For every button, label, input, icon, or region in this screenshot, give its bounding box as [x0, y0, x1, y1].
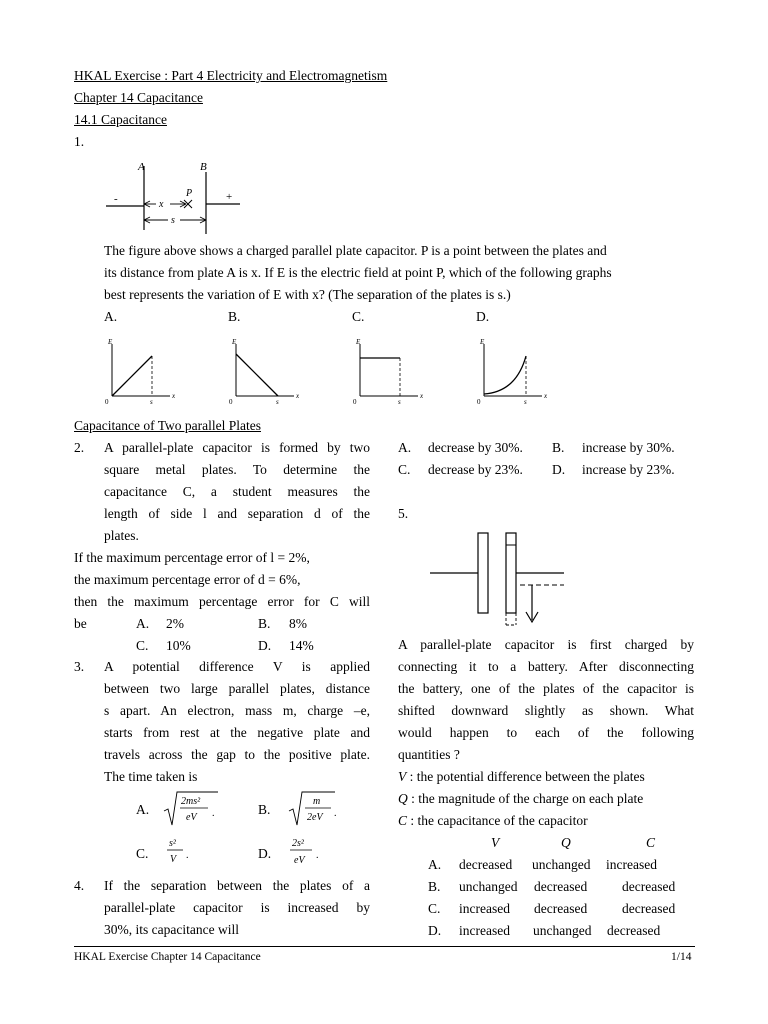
- q5-row-a-q: unchanged: [532, 857, 591, 872]
- q2-number: 2.: [74, 440, 85, 455]
- q5-row-c-label: C.: [428, 901, 441, 916]
- q2-option-b-text: 8%: [289, 616, 307, 631]
- q2-option-d-label: D.: [258, 638, 272, 653]
- q4-option-a-label: A.: [398, 440, 412, 455]
- svg-text:.: .: [212, 808, 215, 819]
- q5-header-q: Q: [561, 835, 571, 850]
- label-x: x: [159, 199, 164, 210]
- svg-text:0: 0: [105, 398, 109, 406]
- q4-line-2: parallel-plate capacitor is increased by: [104, 900, 370, 915]
- q1-capacitor-figure: [100, 158, 250, 238]
- q1-graph-a: [100, 336, 180, 408]
- section-heading: 14.1 Capacitance: [74, 112, 167, 127]
- q5-row-b-q: decreased: [534, 879, 588, 894]
- q5-row-d-c: decreased: [607, 923, 661, 938]
- q5-row-b-c: decreased: [622, 879, 676, 894]
- q2-line-4: length of side l and separation d of the: [104, 506, 370, 521]
- q4-option-c-text: decrease by 23%.: [428, 462, 523, 477]
- q4-option-c-label: C.: [398, 462, 411, 477]
- svg-text:x: x: [420, 392, 424, 400]
- footer-rule: [74, 946, 695, 947]
- q5-row-c-q: decreased: [534, 901, 588, 916]
- q2-line-5: plates.: [104, 528, 139, 543]
- q2-line-2: square metal plates. To determine the: [104, 462, 370, 477]
- svg-text:.: .: [334, 808, 337, 819]
- q1-graph-d: [472, 336, 552, 408]
- svg-text:x: x: [544, 392, 548, 400]
- q5-capacitor-figure: [428, 528, 572, 630]
- label-minus: -: [114, 193, 118, 205]
- q1-text-line-2: its distance from plate A is x. If E is the electric field at point P, which of the following graphs: [104, 265, 612, 280]
- q3-option-c-formula: [164, 834, 200, 870]
- q2-option-c-label: C.: [136, 638, 149, 653]
- document-title: HKAL Exercise : Part 4 Electricity and Electromagnetism: [74, 68, 388, 83]
- svg-text:2s²: 2s²: [292, 838, 304, 849]
- q1-number: 1.: [74, 134, 85, 149]
- q2-line-1: A parallel-plate capacitor is formed by two: [104, 440, 370, 455]
- q2-line-3: capacitance C, a student measures the: [104, 484, 370, 499]
- q1-graph-b: [224, 336, 304, 408]
- svg-text:s: s: [398, 398, 401, 406]
- q5-row-b-label: B.: [428, 879, 441, 894]
- q2-cont-3: then the maximum percentage error for C will: [74, 594, 370, 609]
- q4-option-a-text: decrease by 30%.: [428, 440, 523, 455]
- q5-row-c-v: increased: [459, 901, 510, 916]
- q5-line-1: A parallel-plate capacitor is first charged by: [398, 637, 694, 652]
- q3-option-a-formula: [162, 789, 222, 829]
- q5-line-3: the battery, one of the plates of the capacitor is: [398, 681, 694, 696]
- q3-line-3: s apart. An electron, mass m, charge –e,: [104, 703, 370, 718]
- q5-header-c: C: [646, 835, 656, 850]
- q5-row-a-c: increased: [606, 857, 657, 872]
- q3-option-a-label: A.: [136, 802, 150, 817]
- svg-text:.: .: [316, 850, 319, 861]
- q5-line-6: quantities ?: [398, 747, 460, 762]
- q3-number: 3.: [74, 659, 85, 674]
- q2-option-a-text: 2%: [166, 616, 184, 631]
- q1-option-c: C.: [352, 309, 365, 324]
- svg-text:0: 0: [353, 398, 357, 406]
- svg-text:V: V: [170, 854, 177, 865]
- svg-text:s: s: [150, 398, 153, 406]
- q3-line-5: travels across the gap to the positive plate.: [104, 747, 370, 762]
- svg-text:E: E: [108, 338, 113, 346]
- svg-text:s: s: [276, 398, 279, 406]
- svg-text:E: E: [232, 338, 237, 346]
- q5-row-a-label: A.: [428, 857, 442, 872]
- q5-header-v: V: [491, 835, 500, 850]
- q5-def-q: Q : the magnitude of the charge on each plate: [398, 791, 644, 806]
- q5-number: 5.: [398, 506, 409, 521]
- svg-text:x: x: [172, 392, 176, 400]
- svg-text:2ms²: 2ms²: [181, 796, 201, 807]
- graph-b-curve: [236, 354, 278, 396]
- q3-line-1: A potential difference V is applied: [104, 659, 370, 674]
- q5-row-d-label: D.: [428, 923, 442, 938]
- q4-line-3: 30%, its capacitance will: [104, 922, 239, 937]
- q5-line-2: connecting it to a battery. After disconnecting: [398, 659, 694, 674]
- q4-option-b-text: increase by 30%.: [582, 440, 675, 455]
- q5-row-d-q: unchanged: [533, 923, 592, 938]
- chapter-heading: Chapter 14 Capacitance: [74, 90, 203, 105]
- q4-number: 4.: [74, 878, 85, 893]
- q2-cont-2: the maximum percentage error of d = 6%,: [74, 572, 301, 587]
- q5-row-a-v: decreased: [459, 857, 513, 872]
- svg-text:x: x: [296, 392, 300, 400]
- svg-text:.: .: [186, 850, 189, 861]
- svg-text:2eV: 2eV: [307, 812, 323, 823]
- q5-row-c-c: decreased: [622, 901, 676, 916]
- svg-text:m: m: [313, 796, 321, 807]
- label-p: P: [186, 188, 193, 199]
- svg-text:E: E: [480, 338, 485, 346]
- svg-text:s: s: [524, 398, 527, 406]
- q2-cont-1: If the maximum percentage error of l = 2%,: [74, 550, 310, 565]
- q1-text-line-3: best represents the variation of E with x? (The separation of the plates is s.): [104, 287, 511, 302]
- subheading-capacitance-plates: Capacitance of Two parallel Plates: [74, 418, 261, 433]
- q1-graph-c: [348, 336, 428, 408]
- q2-option-a-label: A.: [136, 616, 150, 631]
- label-plus: +: [226, 191, 233, 203]
- q5-row-b-v: unchanged: [459, 879, 518, 894]
- q2-be: be: [74, 616, 87, 631]
- q3-option-b-formula: [287, 789, 347, 829]
- q1-text-line-1: The figure above shows a charged parallel plate capacitor. P is a point between the plates and: [104, 243, 607, 258]
- q3-option-b-label: B.: [258, 802, 271, 817]
- svg-text:0: 0: [229, 398, 233, 406]
- q2-option-d-text: 14%: [289, 638, 314, 653]
- q4-option-d-label: D.: [552, 462, 566, 477]
- footer-left: HKAL Exercise Chapter 14 Capacitance: [74, 951, 261, 963]
- q4-option-d-text: increase by 23%.: [582, 462, 675, 477]
- q2-option-b-label: B.: [258, 616, 271, 631]
- q3-option-d-formula: [288, 834, 328, 870]
- q5-def-v: V : the potential difference between the plates: [398, 769, 645, 784]
- q5-line-5: would happen to each of the following: [398, 725, 694, 740]
- q1-option-a: A.: [104, 309, 118, 324]
- q3-option-c-label: C.: [136, 846, 149, 861]
- q3-line-6: The time taken is: [104, 769, 198, 784]
- graph-a-curve: [112, 356, 152, 396]
- q4-option-b-label: B.: [552, 440, 565, 455]
- label-s: s: [171, 215, 175, 226]
- svg-text:s²: s²: [169, 838, 176, 849]
- q3-option-d-label: D.: [258, 846, 272, 861]
- q1-option-b: B.: [228, 309, 241, 324]
- label-b: B: [200, 161, 207, 173]
- q5-def-c: C : the capacitance of the capacitor: [398, 813, 588, 828]
- q1-option-d: D.: [476, 309, 490, 324]
- page-number: 1/14: [671, 951, 692, 963]
- q5-row-d-v: increased: [459, 923, 510, 938]
- q4-line-1: If the separation between the plates of a: [104, 878, 370, 893]
- label-a: A: [138, 161, 145, 173]
- svg-text:eV: eV: [294, 855, 305, 866]
- q5-fixed-plate: [478, 533, 488, 613]
- q3-line-4: starts from rest at the negative plate and: [104, 725, 370, 740]
- graph-d-curve: [484, 356, 526, 394]
- q3-line-2: between two large parallel plates, distance: [104, 681, 370, 696]
- svg-text:0: 0: [477, 398, 481, 406]
- q2-option-c-text: 10%: [166, 638, 191, 653]
- svg-text:E: E: [356, 338, 361, 346]
- svg-text:eV: eV: [186, 812, 197, 823]
- q5-line-4: shifted downward slightly as shown. What: [398, 703, 694, 718]
